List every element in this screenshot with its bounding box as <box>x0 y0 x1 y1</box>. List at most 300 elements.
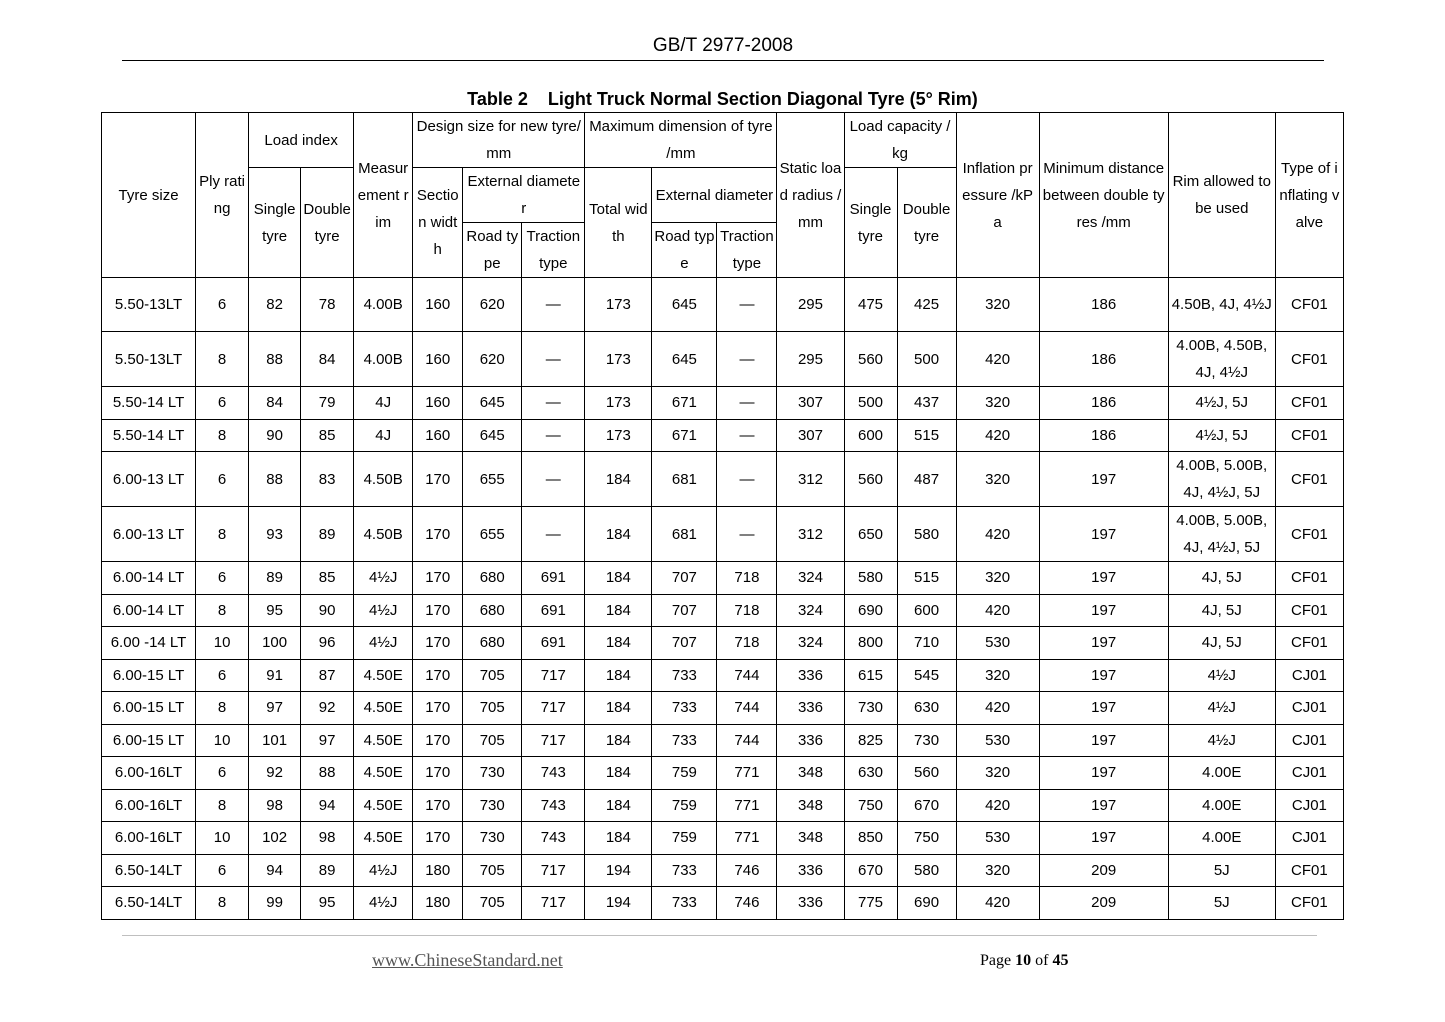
table-row <box>102 387 1344 420</box>
cell-valve-type: CJ01 <box>1275 757 1343 790</box>
cell-measurement-rim: 4.00B <box>354 278 413 332</box>
cell-section-width: 170 <box>413 627 463 660</box>
cell-capacity-single: 600 <box>844 419 897 452</box>
cell-min-distance: 186 <box>1039 332 1168 387</box>
cell-design-traction-type: 691 <box>522 562 585 595</box>
cell-tyre-size: 6.00-13 LT <box>102 507 196 562</box>
cell-ply-rating: 6 <box>196 854 249 887</box>
cell-rim-allowed: 4J, 5J <box>1168 562 1275 595</box>
cell-inflation-pressure: 320 <box>956 562 1039 595</box>
cell-design-road-type: 655 <box>463 452 522 507</box>
cell-design-traction-type: 717 <box>522 724 585 757</box>
cell-valve-type: CF01 <box>1275 594 1343 627</box>
cell-load-index-single: 100 <box>249 627 301 660</box>
table-row <box>102 594 1344 627</box>
cell-rim-allowed: 4.50B, 4J, 4½J <box>1168 278 1275 332</box>
cell-measurement-rim: 4.50E <box>354 724 413 757</box>
cell-static-load-radius: 324 <box>777 627 844 660</box>
cell-capacity-single: 730 <box>844 692 897 725</box>
cell-static-load-radius: 307 <box>777 387 844 420</box>
header-max-road-type: Road type <box>652 223 717 278</box>
header-double-tyre-capacity: Double tyre <box>897 168 956 278</box>
cell-measurement-rim: 4.50B <box>354 452 413 507</box>
cell-section-width: 170 <box>413 594 463 627</box>
header-tyre-size: Tyre size <box>102 113 196 278</box>
cell-max-road-type: 733 <box>652 854 717 887</box>
cell-tyre-size: 6.50-14LT <box>102 854 196 887</box>
cell-ply-rating: 6 <box>196 659 249 692</box>
cell-ply-rating: 6 <box>196 757 249 790</box>
header-rule <box>122 60 1324 61</box>
cell-capacity-double: 580 <box>897 507 956 562</box>
cell-tyre-size: 5.50-13LT <box>102 332 196 387</box>
cell-rim-allowed: 4½J <box>1168 659 1275 692</box>
cell-ply-rating: 10 <box>196 822 249 855</box>
cell-max-road-type: 733 <box>652 659 717 692</box>
cell-capacity-single: 500 <box>844 387 897 420</box>
cell-max-road-type: 671 <box>652 387 717 420</box>
cell-load-index-single: 95 <box>249 594 301 627</box>
cell-valve-type: CJ01 <box>1275 692 1343 725</box>
cell-capacity-single: 750 <box>844 789 897 822</box>
cell-load-index-single: 99 <box>249 887 301 920</box>
cell-capacity-double: 560 <box>897 757 956 790</box>
cell-total-width: 184 <box>585 724 652 757</box>
cell-section-width: 160 <box>413 332 463 387</box>
cell-max-road-type: 733 <box>652 887 717 920</box>
cell-valve-type: CF01 <box>1275 452 1343 507</box>
cell-load-index-single: 89 <box>249 562 301 595</box>
cell-capacity-single: 615 <box>844 659 897 692</box>
cell-inflation-pressure: 530 <box>956 627 1039 660</box>
cell-total-width: 194 <box>585 887 652 920</box>
cell-load-index-double: 95 <box>301 887 354 920</box>
cell-design-traction-type: — <box>522 452 585 507</box>
cell-max-traction-type: — <box>717 332 777 387</box>
cell-section-width: 170 <box>413 692 463 725</box>
cell-max-traction-type: 746 <box>717 854 777 887</box>
cell-load-index-double: 85 <box>301 562 354 595</box>
cell-load-index-double: 78 <box>301 278 354 332</box>
cell-min-distance: 197 <box>1039 692 1168 725</box>
cell-load-index-single: 88 <box>249 452 301 507</box>
cell-ply-rating: 6 <box>196 278 249 332</box>
table-row <box>102 627 1344 660</box>
cell-min-distance: 197 <box>1039 452 1168 507</box>
cell-load-index-double: 85 <box>301 419 354 452</box>
cell-valve-type: CJ01 <box>1275 724 1343 757</box>
cell-section-width: 170 <box>413 757 463 790</box>
cell-design-road-type: 705 <box>463 724 522 757</box>
header-load-index: Load index <box>249 113 354 168</box>
cell-max-road-type: 645 <box>652 278 717 332</box>
cell-tyre-size: 5.50-14 LT <box>102 419 196 452</box>
cell-tyre-size: 6.00-16LT <box>102 822 196 855</box>
document-header: GB/T 2977-2008 <box>652 35 794 56</box>
cell-design-road-type: 645 <box>463 419 522 452</box>
cell-rim-allowed: 4½J, 5J <box>1168 387 1275 420</box>
table-row <box>102 659 1344 692</box>
cell-capacity-double: 600 <box>897 594 956 627</box>
cell-total-width: 184 <box>585 594 652 627</box>
page-current: 10 <box>1015 952 1032 969</box>
cell-tyre-size: 6.00-14 LT <box>102 594 196 627</box>
cell-measurement-rim: 4.50E <box>354 659 413 692</box>
cell-measurement-rim: 4J <box>354 419 413 452</box>
table-row <box>102 562 1344 595</box>
cell-section-width: 160 <box>413 419 463 452</box>
cell-section-width: 170 <box>413 507 463 562</box>
cell-tyre-size: 5.50-14 LT <box>102 387 196 420</box>
page-number <box>980 952 1068 970</box>
cell-total-width: 173 <box>585 278 652 332</box>
cell-capacity-single: 800 <box>844 627 897 660</box>
cell-load-index-single: 97 <box>249 692 301 725</box>
cell-min-distance: 197 <box>1039 507 1168 562</box>
cell-ply-rating: 8 <box>196 332 249 387</box>
cell-tyre-size: 6.00-15 LT <box>102 724 196 757</box>
header-design-road-type: Road type <box>463 223 522 278</box>
table-row <box>102 278 1344 332</box>
cell-design-traction-type: — <box>522 387 585 420</box>
cell-inflation-pressure: 420 <box>956 789 1039 822</box>
cell-max-traction-type: — <box>717 419 777 452</box>
cell-load-index-single: 90 <box>249 419 301 452</box>
cell-max-road-type: 681 <box>652 507 717 562</box>
cell-min-distance: 197 <box>1039 757 1168 790</box>
cell-capacity-single: 560 <box>844 332 897 387</box>
footer-rule <box>122 935 1317 936</box>
cell-max-road-type: 759 <box>652 822 717 855</box>
cell-inflation-pressure: 320 <box>956 452 1039 507</box>
cell-max-road-type: 707 <box>652 562 717 595</box>
cell-measurement-rim: 4.50E <box>354 692 413 725</box>
header-design-size: Design size for new tyre/mm <box>413 113 585 168</box>
cell-load-index-double: 89 <box>301 507 354 562</box>
cell-design-traction-type: 717 <box>522 659 585 692</box>
cell-max-road-type: 733 <box>652 724 717 757</box>
cell-capacity-double: 670 <box>897 789 956 822</box>
cell-section-width: 170 <box>413 724 463 757</box>
cell-design-traction-type: — <box>522 332 585 387</box>
cell-design-road-type: 655 <box>463 507 522 562</box>
cell-static-load-radius: 312 <box>777 452 844 507</box>
cell-capacity-double: 515 <box>897 419 956 452</box>
cell-inflation-pressure: 420 <box>956 507 1039 562</box>
cell-load-index-double: 97 <box>301 724 354 757</box>
cell-total-width: 184 <box>585 789 652 822</box>
cell-max-traction-type: 718 <box>717 562 777 595</box>
cell-tyre-size: 6.00 -14 LT <box>102 627 196 660</box>
table-row <box>102 332 1344 387</box>
cell-ply-rating: 8 <box>196 887 249 920</box>
cell-total-width: 184 <box>585 659 652 692</box>
cell-valve-type: CF01 <box>1275 507 1343 562</box>
cell-static-load-radius: 348 <box>777 757 844 790</box>
cell-inflation-pressure: 420 <box>956 887 1039 920</box>
header-total-width: Total width <box>585 168 652 278</box>
cell-load-index-single: 82 <box>249 278 301 332</box>
cell-capacity-single: 650 <box>844 507 897 562</box>
cell-capacity-double: 425 <box>897 278 956 332</box>
cell-ply-rating: 6 <box>196 562 249 595</box>
cell-measurement-rim: 4.50B <box>354 507 413 562</box>
header-max-traction-type: Traction type <box>717 223 777 278</box>
cell-capacity-double: 730 <box>897 724 956 757</box>
cell-capacity-double: 500 <box>897 332 956 387</box>
cell-min-distance: 197 <box>1039 724 1168 757</box>
cell-capacity-single: 690 <box>844 594 897 627</box>
cell-load-index-double: 89 <box>301 854 354 887</box>
cell-capacity-double: 750 <box>897 822 956 855</box>
cell-rim-allowed: 4J, 5J <box>1168 627 1275 660</box>
cell-inflation-pressure: 420 <box>956 692 1039 725</box>
cell-tyre-size: 6.00-14 LT <box>102 562 196 595</box>
cell-design-traction-type: 717 <box>522 692 585 725</box>
cell-design-traction-type: 717 <box>522 887 585 920</box>
cell-tyre-size: 6.00-16LT <box>102 757 196 790</box>
header-inflation-pressure: Inflation pressure /kPa <box>956 113 1039 278</box>
cell-design-traction-type: 743 <box>522 822 585 855</box>
header-double-tyre: Double tyre <box>301 168 354 278</box>
cell-measurement-rim: 4½J <box>354 594 413 627</box>
cell-valve-type: CF01 <box>1275 887 1343 920</box>
cell-valve-type: CJ01 <box>1275 822 1343 855</box>
header-design-external-diameter: External diameter <box>463 168 585 223</box>
cell-load-index-double: 87 <box>301 659 354 692</box>
cell-capacity-single: 825 <box>844 724 897 757</box>
cell-load-index-single: 94 <box>249 854 301 887</box>
cell-min-distance: 197 <box>1039 659 1168 692</box>
cell-load-index-double: 94 <box>301 789 354 822</box>
tyre-spec-table <box>101 112 1344 920</box>
cell-tyre-size: 6.00-16LT <box>102 789 196 822</box>
cell-load-index-double: 90 <box>301 594 354 627</box>
cell-load-index-double: 88 <box>301 757 354 790</box>
table-row <box>102 419 1344 452</box>
table-row <box>102 822 1344 855</box>
cell-max-road-type: 759 <box>652 757 717 790</box>
cell-ply-rating: 10 <box>196 627 249 660</box>
cell-valve-type: CF01 <box>1275 627 1343 660</box>
cell-load-index-double: 84 <box>301 332 354 387</box>
cell-total-width: 184 <box>585 757 652 790</box>
cell-max-traction-type: — <box>717 507 777 562</box>
cell-capacity-double: 580 <box>897 854 956 887</box>
cell-load-index-double: 96 <box>301 627 354 660</box>
cell-inflation-pressure: 320 <box>956 387 1039 420</box>
cell-max-traction-type: 744 <box>717 659 777 692</box>
table-row <box>102 507 1344 562</box>
cell-load-index-single: 84 <box>249 387 301 420</box>
cell-design-road-type: 730 <box>463 757 522 790</box>
table-row <box>102 692 1344 725</box>
cell-static-load-radius: 324 <box>777 562 844 595</box>
cell-design-road-type: 730 <box>463 789 522 822</box>
header-single-tyre: Single tyre <box>249 168 301 278</box>
cell-static-load-radius: 348 <box>777 789 844 822</box>
cell-ply-rating: 8 <box>196 594 249 627</box>
cell-rim-allowed: 4.00E <box>1168 822 1275 855</box>
cell-max-traction-type: 771 <box>717 822 777 855</box>
cell-capacity-single: 670 <box>844 854 897 887</box>
cell-section-width: 170 <box>413 659 463 692</box>
cell-total-width: 184 <box>585 562 652 595</box>
cell-load-index-single: 93 <box>249 507 301 562</box>
cell-static-load-radius: 336 <box>777 854 844 887</box>
cell-valve-type: CF01 <box>1275 562 1343 595</box>
cell-static-load-radius: 336 <box>777 692 844 725</box>
cell-ply-rating: 8 <box>196 789 249 822</box>
cell-tyre-size: 6.00-15 LT <box>102 659 196 692</box>
cell-min-distance: 186 <box>1039 278 1168 332</box>
cell-min-distance: 186 <box>1039 387 1168 420</box>
cell-max-traction-type: 718 <box>717 594 777 627</box>
cell-rim-allowed: 4½J, 5J <box>1168 419 1275 452</box>
cell-section-width: 170 <box>413 789 463 822</box>
cell-load-index-double: 83 <box>301 452 354 507</box>
header-max-external-diameter: External diameter <box>652 168 777 223</box>
cell-ply-rating: 8 <box>196 692 249 725</box>
cell-load-index-double: 79 <box>301 387 354 420</box>
cell-tyre-size: 6.00-15 LT <box>102 692 196 725</box>
cell-load-index-single: 102 <box>249 822 301 855</box>
cell-design-traction-type: 743 <box>522 757 585 790</box>
cell-static-load-radius: 307 <box>777 419 844 452</box>
cell-measurement-rim: 4.50E <box>354 822 413 855</box>
cell-static-load-radius: 336 <box>777 724 844 757</box>
cell-valve-type: CF01 <box>1275 419 1343 452</box>
cell-design-traction-type: 717 <box>522 854 585 887</box>
cell-max-traction-type: — <box>717 452 777 507</box>
cell-section-width: 160 <box>413 387 463 420</box>
page-of: of <box>1035 952 1049 969</box>
cell-capacity-double: 690 <box>897 887 956 920</box>
cell-max-traction-type: 744 <box>717 692 777 725</box>
cell-min-distance: 186 <box>1039 419 1168 452</box>
cell-measurement-rim: 4.00B <box>354 332 413 387</box>
cell-section-width: 180 <box>413 887 463 920</box>
cell-total-width: 184 <box>585 507 652 562</box>
cell-design-traction-type: — <box>522 419 585 452</box>
table-title: Table 2 Light Truck Normal Section Diagonal Tyre (5° Rim) <box>467 89 978 109</box>
cell-section-width: 160 <box>413 278 463 332</box>
table-row <box>102 724 1344 757</box>
table-row <box>102 887 1344 920</box>
cell-measurement-rim: 4½J <box>354 887 413 920</box>
cell-total-width: 184 <box>585 627 652 660</box>
cell-min-distance: 209 <box>1039 854 1168 887</box>
cell-ply-rating: 6 <box>196 452 249 507</box>
cell-design-road-type: 620 <box>463 278 522 332</box>
header-section-width: Section width <box>413 168 463 278</box>
cell-valve-type: CF01 <box>1275 854 1343 887</box>
cell-measurement-rim: 4.50E <box>354 789 413 822</box>
cell-min-distance: 197 <box>1039 822 1168 855</box>
table-row <box>102 789 1344 822</box>
cell-load-index-single: 91 <box>249 659 301 692</box>
cell-design-road-type: 705 <box>463 692 522 725</box>
cell-capacity-double: 437 <box>897 387 956 420</box>
cell-max-traction-type: 718 <box>717 627 777 660</box>
cell-capacity-double: 630 <box>897 692 956 725</box>
cell-rim-allowed: 4.00E <box>1168 757 1275 790</box>
cell-ply-rating: 8 <box>196 419 249 452</box>
cell-tyre-size: 6.50-14LT <box>102 887 196 920</box>
cell-measurement-rim: 4J <box>354 387 413 420</box>
cell-total-width: 184 <box>585 452 652 507</box>
cell-max-traction-type: 771 <box>717 789 777 822</box>
cell-capacity-single: 560 <box>844 452 897 507</box>
cell-design-road-type: 680 <box>463 562 522 595</box>
cell-max-traction-type: 746 <box>717 887 777 920</box>
cell-static-load-radius: 295 <box>777 332 844 387</box>
cell-capacity-double: 515 <box>897 562 956 595</box>
table-row <box>102 757 1344 790</box>
header-min-distance: Minimum distance between double tyres /mm <box>1039 113 1168 278</box>
cell-max-road-type: 707 <box>652 594 717 627</box>
cell-rim-allowed: 5J <box>1168 887 1275 920</box>
cell-section-width: 180 <box>413 854 463 887</box>
cell-inflation-pressure: 320 <box>956 757 1039 790</box>
cell-max-traction-type: — <box>717 387 777 420</box>
page-word: Page <box>980 952 1012 969</box>
cell-rim-allowed: 4½J <box>1168 692 1275 725</box>
cell-measurement-rim: 4½J <box>354 854 413 887</box>
cell-total-width: 184 <box>585 822 652 855</box>
cell-total-width: 184 <box>585 692 652 725</box>
table-header <box>102 113 1344 278</box>
header-single-tyre-capacity: Single tyre <box>844 168 897 278</box>
cell-inflation-pressure: 320 <box>956 854 1039 887</box>
cell-design-traction-type: — <box>522 507 585 562</box>
cell-static-load-radius: 336 <box>777 887 844 920</box>
cell-min-distance: 197 <box>1039 789 1168 822</box>
cell-tyre-size: 5.50-13LT <box>102 278 196 332</box>
cell-max-traction-type: 744 <box>717 724 777 757</box>
cell-design-road-type: 680 <box>463 627 522 660</box>
website-link[interactable]: www.ChineseStandard.net <box>372 950 563 970</box>
cell-total-width: 173 <box>585 332 652 387</box>
cell-load-index-single: 101 <box>249 724 301 757</box>
cell-capacity-single: 850 <box>844 822 897 855</box>
cell-measurement-rim: 4.50E <box>354 757 413 790</box>
cell-static-load-radius: 348 <box>777 822 844 855</box>
cell-rim-allowed: 4½J <box>1168 724 1275 757</box>
cell-design-road-type: 730 <box>463 822 522 855</box>
cell-max-traction-type: — <box>717 278 777 332</box>
cell-total-width: 194 <box>585 854 652 887</box>
cell-min-distance: 197 <box>1039 594 1168 627</box>
cell-design-road-type: 705 <box>463 887 522 920</box>
cell-design-road-type: 705 <box>463 854 522 887</box>
header-measurement-rim: Measurement rim <box>354 113 413 278</box>
cell-static-load-radius: 312 <box>777 507 844 562</box>
cell-load-index-single: 88 <box>249 332 301 387</box>
cell-inflation-pressure: 530 <box>956 822 1039 855</box>
cell-max-road-type: 759 <box>652 789 717 822</box>
cell-ply-rating: 6 <box>196 387 249 420</box>
cell-valve-type: CF01 <box>1275 332 1343 387</box>
header-rim-allowed: Rim allowed to be used <box>1168 113 1275 278</box>
cell-section-width: 170 <box>413 562 463 595</box>
page-total: 45 <box>1052 952 1069 969</box>
cell-rim-allowed: 5J <box>1168 854 1275 887</box>
cell-static-load-radius: 295 <box>777 278 844 332</box>
cell-capacity-single: 775 <box>844 887 897 920</box>
cell-inflation-pressure: 320 <box>956 659 1039 692</box>
cell-capacity-single: 580 <box>844 562 897 595</box>
